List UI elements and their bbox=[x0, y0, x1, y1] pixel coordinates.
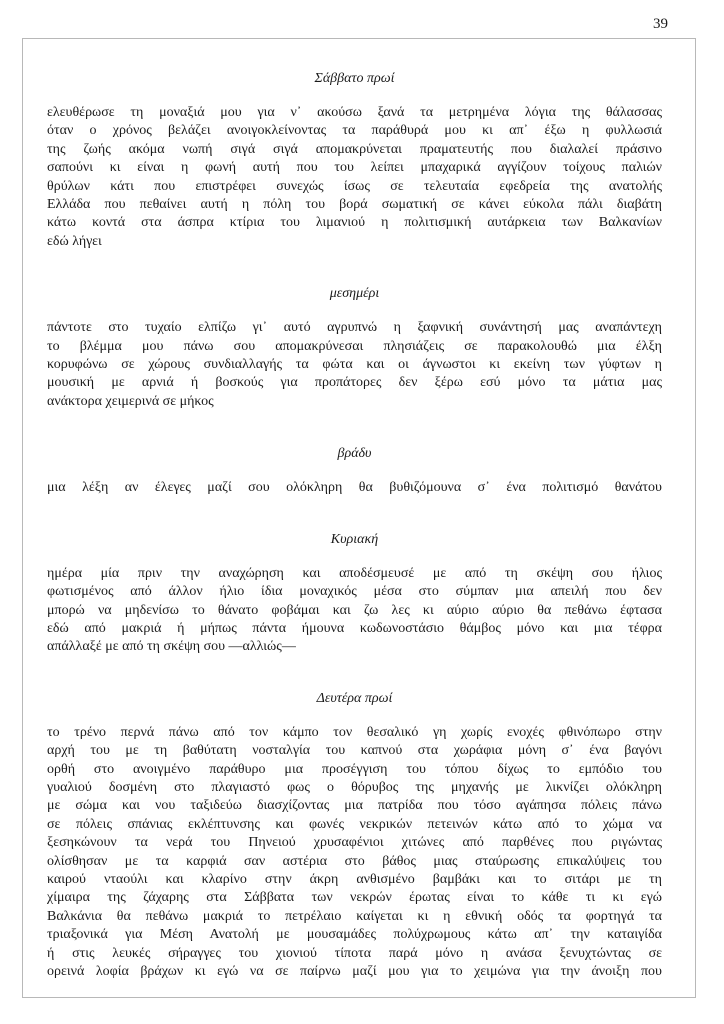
text-line: μουσική με αρνιά ή βοσκούς για προπάτορες δεν ξέρω εσύ μόνο τα μάτια μας bbox=[47, 375, 662, 391]
text-line: φωτισμένος από άλλον ήλιο ίδια μοναχικός μέσα στο σύμπαν μια απειλή που δεν bbox=[47, 584, 662, 600]
section-text bbox=[47, 565, 662, 657]
section-heading: Κυριακή bbox=[330, 531, 379, 547]
section-spacer bbox=[47, 251, 662, 285]
text-line: χίμαιρα της ζάχαρης στα Σάββατα των νεκρών έρωτας είναι το κάθε τι κι εγώ bbox=[47, 890, 662, 906]
text-line: ολίσθησαν με τα καρφιά σαν αστέρια στο βάθος μιας σταύρωσης επικαλύψεις του bbox=[47, 853, 662, 869]
text-line: καιρού νταούλι και κλαρίνο στην άκρη ανθισμένο βαμβάκι και το σιτάρι με τη bbox=[47, 871, 662, 887]
text-line: αρχή του με τη βαθύτατη νοσταλγία του καπνού στα χωράφια μόνη σ᾽ ένα βαγόνι bbox=[47, 743, 662, 759]
text-line: ξεσηκώνουν τα νερά του Πηνειού χρυσαφένιοι χιτώνες από παρθένες που ριγώντας bbox=[47, 835, 662, 851]
text-line: πάντοτε στο τυχαίο ελπίζω γι᾽ αυτό αγρυπνώ η ξαφνική συνάντησή μας αναπάντεχη bbox=[47, 320, 662, 336]
text-line: όταν ο χρόνος βελάζει ανοιγοκλείνοντας τα παράθυρά μου κι απ᾽ έξω η φυλλωσιά bbox=[47, 123, 662, 139]
page-number: 39 bbox=[653, 16, 668, 32]
section-spacer bbox=[47, 657, 662, 690]
text-line: Βαλκάνια θα πεθάνω μακριά το πετρέλαιο καίγεται κι η εθνική οδός τα φορτηγά τα bbox=[47, 908, 662, 924]
text-line: εδώ λήγει bbox=[47, 233, 102, 249]
text-line: το τρένο περνά πάνω από τον κάμπο τον θεσαλικό γη χωρίς ενοχές φθινόπωρο στην bbox=[47, 724, 662, 740]
text-line: τριαξονικά για Μέση Ανατολή με μουσαμάδες πολύχρωμους κάτω απ᾽ την καταιγίδα bbox=[47, 927, 662, 943]
section-heading: βράδυ bbox=[337, 446, 372, 462]
text-line: θρύλων κάτι που επιστρέφει συνεχώς ίσως σε τελευταία εφεδρεία της ανατολής bbox=[47, 178, 662, 194]
text-line: κάτω κοντά στα άσπρα κτίρια του λιμανιού η πολιτισμική αυτάρκεια των Βαλκανίων bbox=[47, 215, 662, 231]
text-line: ορεινά λοφία βράχων κι εγώ να σε παίρνω μαζί μου για το χειμώνα για την άνοιξη που bbox=[47, 964, 662, 979]
section-heading: Σάββατο πρωί bbox=[314, 71, 395, 86]
text-line: κορυφώνω σε χώρους συνδιαλλαγής τα φώτα και οι άγνωστοι κι εκείνη των γύφτων η bbox=[47, 357, 662, 373]
text-line: ανάκτορα χειμερινά σε μήκος bbox=[47, 393, 214, 409]
text-line: ελευθέρωσε τη μοναξιά μου για ν᾽ ακούσω ξανά τα μετρημένα λόγια της θάλασσας bbox=[47, 105, 662, 120]
text-line: μια λέξη αν έλεγες μαζί σου ολόκληρη θα βυθιζόμουνα σ᾽ ένα πολιτισμό θανάτου bbox=[47, 480, 662, 496]
section-text bbox=[47, 724, 662, 982]
text-line: σαπούνι κι είναι η φωνή αυτή που του λείπει μπαχαρικά αγγίζουν τοίχους παλιών bbox=[47, 160, 662, 176]
text-line: ή στις λευκές σήραγγες του χιονιού τίποτα παρά μόνο η ανάσα ξενυχτώντας σε bbox=[47, 945, 662, 961]
poem-body bbox=[47, 70, 662, 981]
section-spacer bbox=[47, 411, 662, 445]
section-saturday-morning bbox=[47, 70, 662, 251]
text-line: γυαλιού δοσμένη στο πλαγιαστό φως ο θόρυβος της μηχανής με λικνίζει ολόκληρη bbox=[47, 779, 662, 795]
section-text bbox=[47, 104, 662, 251]
section-heading: Δευτέρα πρωί bbox=[316, 690, 393, 706]
section-spacer bbox=[47, 498, 662, 531]
text-line: της ζωής ακόμα νωπή σιγά σιγά απομακρύνεται πραματευτής που διαλαλεί πράσινο bbox=[47, 141, 662, 157]
text-line: εδώ από μακριά ή μήπως πάντα ήμουνα κωδωνοστάσιο θάμβος μόνο και μια τέφρα bbox=[47, 620, 662, 636]
section-monday-morning bbox=[47, 690, 662, 982]
text-line: μπορώ να μηδενίσω το θάνατο φοβάμαι και ζω λες κι αύριο αύριο θα πεθάνω έφτασα bbox=[47, 602, 662, 618]
section-sunday bbox=[47, 531, 662, 657]
text-line: ορθή στο ανοιγμένο παράθυρο μια προσέγγιση του τόπου δίχως το εμπόδιο του bbox=[47, 761, 662, 777]
section-evening bbox=[47, 445, 662, 497]
section-noon bbox=[47, 285, 662, 411]
text-line: ημέρα μία πριν την αναχώρηση και αποδέσμευσέ με από τη σκέψη σου ήλιος bbox=[47, 565, 662, 581]
section-heading: μεσημέρι bbox=[329, 286, 380, 302]
text-line: το βλέμμα μου πάνω σου απομακρύνεσαι πλησιάζεις σε παρακολουθώ μια έλξη bbox=[47, 338, 662, 354]
text-line: απάλλαξέ με από τη σκέψη σου —αλλιώς— bbox=[47, 639, 296, 655]
section-text bbox=[47, 319, 662, 411]
text-line: Ελλάδα που πεθαίνει αυτή η πόλη του βορά σωματική σε κάνει εύκολα πάλι διαβάτη bbox=[47, 197, 662, 213]
section-text bbox=[47, 479, 662, 497]
text-line: σε πόλεις σπάνιας εκλέπτυνσης και φωνές νεκρικών πετεινών κάτω από το χώμα να bbox=[47, 816, 662, 832]
text-line: με σώμα και νου ταξιδεύω διασχίζοντας μια πατρίδα που τόσο αγάπησα πόλεις πάνω bbox=[47, 798, 662, 814]
